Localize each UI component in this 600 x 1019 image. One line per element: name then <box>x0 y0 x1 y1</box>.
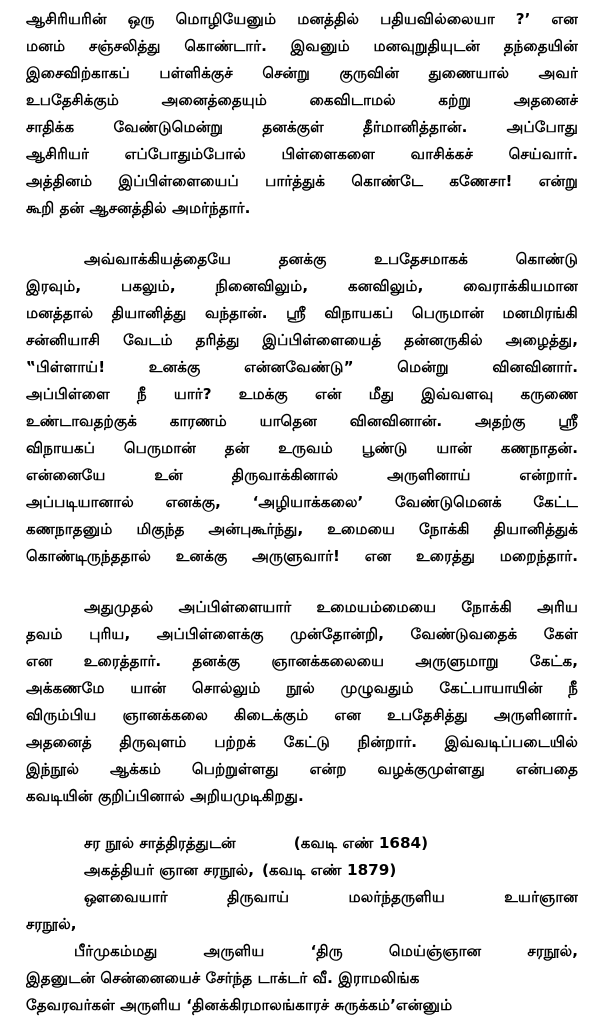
text-line: ஆசிரியர் எப்போதும்போல் பிள்ளைகளை வாசிக்கச் செய்வார். <box>26 145 578 163</box>
reference-line: இதனுடன் சென்னையைச் சேர்ந்த டாக்டர் வீ. இராமலிங்க <box>26 969 420 987</box>
reference-line: பீர்முகம்மது அருளிய ‘திரு மெய்ஞ்ஞான சரநூல், <box>74 942 578 960</box>
text-line: இந்நூல் ஆக்கம் பெற்றுள்ளது என்ற வழக்குமுள்ளது என்பதை <box>26 760 578 778</box>
text-line: என்னையே உன் திருவாக்கினால் அருளினாய் என்றார். <box>26 466 578 484</box>
text-line: கவடியின் குறிப்பினால் அறியமுடிகிறது. <box>26 787 304 805</box>
reference-note: (கவடி எண் 1879) <box>262 861 397 879</box>
text-line: மனம் சஞ்சலித்து கொண்டார். இவனும் மனவுறுதியுடன் தந்தையின் <box>26 37 578 55</box>
text-line: விநாயகப் பெருமான் தன் உருவம் பூண்டு யான் கணநாதன். <box>26 439 578 457</box>
text-line: அக்கணமே யான் சொல்லும் நூல் முழுவதும் கேட்பாயாயின் நீ <box>26 679 578 697</box>
text-line: விரும்பிய ஞானக்கலை கிடைக்கும் என உபதேசித்து அருளினார். <box>26 706 578 724</box>
text-line: அப்படியானால் எனக்கு, ‘அழியாக்கலை’ வேண்டுமெனக் கேட்ட <box>26 493 578 511</box>
text-line: என உரைத்தார். தனக்கு ஞானக்கலையை அருளுமாறு கேட்க, <box>26 652 578 670</box>
text-line: அதுமுதல் அப்பிள்ளையார் உமையம்மையை நோக்கி அரிய <box>84 598 578 616</box>
paragraph-3 <box>26 594 578 810</box>
text-line: சாதிக்க வேண்டுமென்று தனக்குள் தீர்மானித்தான். அப்போது <box>26 118 578 136</box>
paragraph-gap <box>26 810 578 830</box>
reference-item-1 <box>26 830 578 857</box>
text-line: மனத்தால் தியானித்து வந்தான். ஸ்ரீ விநாயகப் பெருமான் மனமிரங்கி <box>26 304 578 322</box>
reference-line: சரநூல், <box>26 915 77 933</box>
text-line: அதனைத் திருவுளம் பற்றக் கேட்டு நின்றார். இவ்வடிப்படையில் <box>26 733 578 751</box>
text-line: உபதேசிக்கும் அனைத்தையும் கைவிடாமல் கற்று அதனைச் <box>26 91 578 109</box>
text-line: ‟பிள்ளாய்! உனக்கு என்னவேண்டு” மென்று வினவினார். <box>26 358 578 376</box>
paragraph-gap <box>26 222 578 246</box>
reference-title: சர நூல் சாத்திரத்துடன் <box>84 834 236 852</box>
text-line: அத்தினம் இப்பிள்ளையைப் பார்த்துக் கொண்டே கணேசா! என்று <box>26 172 578 190</box>
text-line: கூறி தன் ஆசனத்தில் அமர்ந்தார். <box>26 199 251 217</box>
text-line: சன்னியாசி வேடம் தரித்து இப்பிள்ளையைத் தன்னருகில் அழைத்து, <box>26 331 578 349</box>
paragraph-gap <box>26 570 578 594</box>
text-line: தவம் புரிய, அப்பிள்ளைக்கு முன்தோன்றி, வேண்டுவதைக் கேள் <box>26 625 578 643</box>
reference-title: அகத்தியர் ஞான சரநூல், <box>84 861 255 879</box>
paragraph-1 <box>26 6 578 222</box>
text-line: இசைவிற்காகப் பள்ளிக்குச் சென்று குருவின் துணையால் அவர் <box>26 64 578 82</box>
text-line: கணநாதனும் மிகுந்த அன்புகூர்ந்து, உமையை நோக்கி தியானித்துக் <box>26 520 578 538</box>
reference-item-2 <box>26 857 578 884</box>
text-line: இரவும், பகலும், நினைவிலும், கனவிலும், வைராக்கியமான <box>26 277 578 295</box>
text-line: அப்பிள்ளை நீ யார்? உமக்கு என் மீது இவ்வளவு கருணை <box>26 385 578 403</box>
paragraph-2 <box>26 246 578 570</box>
reference-line: ஔவையார் திருவாய் மலர்ந்தருளிய உயர்ஞான <box>84 888 578 906</box>
reference-line: தேவரவர்கள் அருளிய ‘தினக்கிரமாலங்காரச் சுருக்கம்’என்னும் <box>26 996 453 1014</box>
text-line: அவ்வாக்கியத்தையே தனக்கு உபதேசமாகக் கொண்டு <box>84 250 578 268</box>
text-line: ஆசிரியரின் ஒரு மொழியேனும் மனத்தில் பதியவில்லையா ?’ என <box>26 10 578 28</box>
text-line: உண்டாவதற்குக் காரணம் யாதென வினவினான். அதற்கு ஸ்ரீ <box>26 412 578 430</box>
reference-list <box>26 830 578 1019</box>
reference-note: (கவடி எண் 1684) <box>293 834 429 852</box>
text-line: கொண்டிருந்ததால் உனக்கு அருளுவார்! என உரைத்து மறைந்தார். <box>26 547 578 565</box>
